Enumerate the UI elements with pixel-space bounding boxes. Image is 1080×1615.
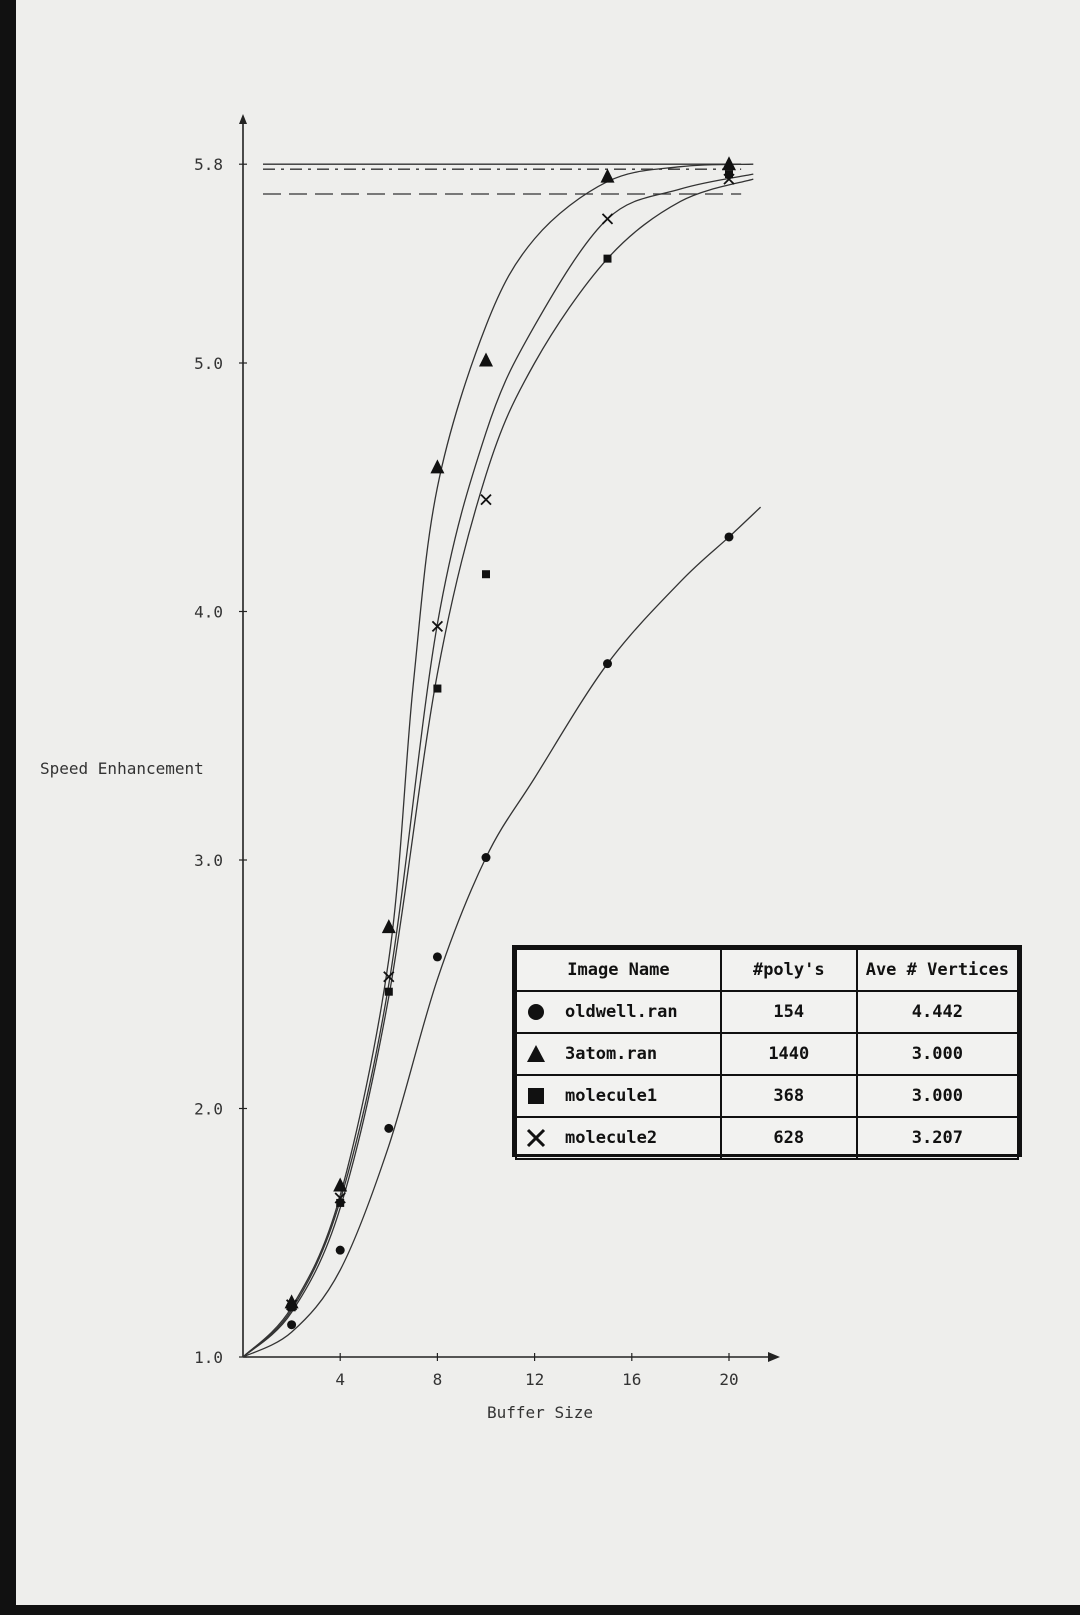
x-tick-label: 12	[524, 1370, 545, 1389]
legend-polys: 154	[721, 991, 857, 1033]
y-tick-label: 2.0	[194, 1099, 223, 1119]
y-tick-label: 5.8	[194, 155, 223, 175]
x-tick-label: 20	[719, 1370, 739, 1389]
axis-ticks	[194, 155, 739, 1389]
legend-image-name: oldwell.ran	[565, 1002, 678, 1022]
legend-row	[516, 991, 1018, 1033]
x-axis-title: Buffer Size	[487, 1403, 593, 1422]
legend-table	[512, 945, 1022, 1157]
series-curves	[243, 164, 761, 1357]
legend-vertices: 3.000	[857, 1033, 1018, 1075]
y-tick-label: 5.0	[194, 354, 223, 373]
x-axis-arrow	[768, 1352, 780, 1362]
x-marker-icon	[525, 1127, 547, 1149]
circle-data-point	[433, 952, 442, 961]
circle-data-point	[482, 853, 491, 862]
legend-vertices: 4.442	[857, 991, 1018, 1033]
circle-data-point	[384, 1124, 393, 1133]
legend-image-name: 3atom.ran	[565, 1044, 658, 1064]
x-tick-label: 8	[432, 1370, 443, 1389]
square-data-point	[482, 570, 490, 578]
series-line-molecule2	[243, 174, 753, 1357]
square-data-point	[604, 255, 612, 263]
legend-row	[516, 1075, 1018, 1117]
circle-data-point	[725, 532, 734, 541]
legend-header-polys: #poly's	[721, 949, 857, 991]
legend-row	[516, 1117, 1018, 1159]
x-data-point	[603, 214, 613, 224]
legend-header-vertices: Ave # Vertices	[857, 949, 1018, 991]
legend-vertices: 3.207	[857, 1117, 1018, 1159]
x-tick-label: 16	[622, 1370, 642, 1389]
reference-lines	[263, 164, 741, 194]
series-line-3atom-ran	[243, 164, 753, 1357]
legend-header-image-name: Image Name	[516, 949, 721, 991]
x-data-point	[481, 495, 491, 505]
x-tick-label: 4	[335, 1370, 346, 1389]
legend-polys: 628	[721, 1117, 857, 1159]
y-axis-arrow	[239, 114, 247, 124]
circle-data-point	[603, 659, 612, 668]
legend-image-name: molecule2	[565, 1128, 658, 1148]
y-tick-label: 1.0	[194, 1348, 223, 1367]
legend-row	[516, 1033, 1018, 1075]
legend-polys: 1440	[721, 1033, 857, 1075]
circle-data-point	[287, 1320, 296, 1329]
y-tick-label: 3.0	[194, 851, 223, 870]
series-line-molecule1	[243, 179, 753, 1357]
triangle-data-point	[601, 169, 615, 183]
legend-header-row	[516, 949, 1018, 991]
legend-image-name: molecule1	[565, 1086, 658, 1106]
circle-data-point	[336, 1246, 345, 1255]
y-axis-title: Speed Enhancement	[40, 759, 204, 778]
triangle-data-point	[722, 156, 736, 170]
axes	[239, 114, 780, 1362]
square-marker-icon	[525, 1085, 547, 1107]
square-data-point	[385, 988, 393, 996]
square-data-point	[433, 685, 441, 693]
circle-marker-icon	[525, 1001, 547, 1023]
legend-vertices: 3.000	[857, 1075, 1018, 1117]
triangle-marker-icon	[525, 1043, 547, 1065]
series-line-oldwell-ran	[243, 507, 761, 1357]
y-tick-label: 4.0	[194, 602, 223, 622]
triangle-data-point	[479, 353, 493, 367]
legend-polys: 368	[721, 1075, 857, 1117]
